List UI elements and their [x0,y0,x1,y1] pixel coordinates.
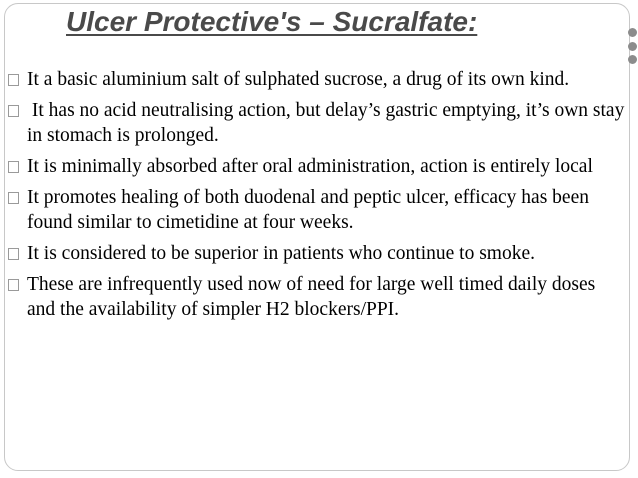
bullet-item [8,67,630,92]
bullet-box-icon [8,279,19,291]
bullet-item [8,154,630,179]
bullet-text: It is minimally absorbed after oral administration, action is entirely local [27,156,593,177]
bullet-box-icon [8,161,19,173]
bullet-text: It is considered to be superior in patients who continue to smoke. [27,243,535,264]
bullet-item [8,272,630,322]
bullet-box-icon [8,74,19,86]
bullet-text: It has no acid neutralising action, but delay’s gastric emptying, it’s own stay in stomach is prolonged. [27,100,630,146]
bullet-box-icon [8,248,19,260]
decorative-dot [628,55,637,64]
bullet-box-icon [8,192,19,204]
bullet-list [8,67,630,328]
decorative-dot [628,28,637,37]
decorative-dot [628,42,637,51]
bullet-item [8,98,630,148]
bullet-text: It a basic aluminium salt of sulphated sucrose, a drug of its own kind. [27,69,570,90]
bullet-text: It promotes healing of both duodenal and peptic ulcer, efficacy has been found similar to cimetidine at four weeks. [27,187,589,233]
slide-title: Ulcer Protective's – Sucralfate: [66,6,478,37]
bullet-item [8,241,630,266]
bullet-box-icon [8,105,19,117]
bullet-item [8,185,630,235]
bullet-text: These are infrequently used now of need for large well timed daily doses and the availability of simpler H2 blockers/PPI. [27,274,605,320]
